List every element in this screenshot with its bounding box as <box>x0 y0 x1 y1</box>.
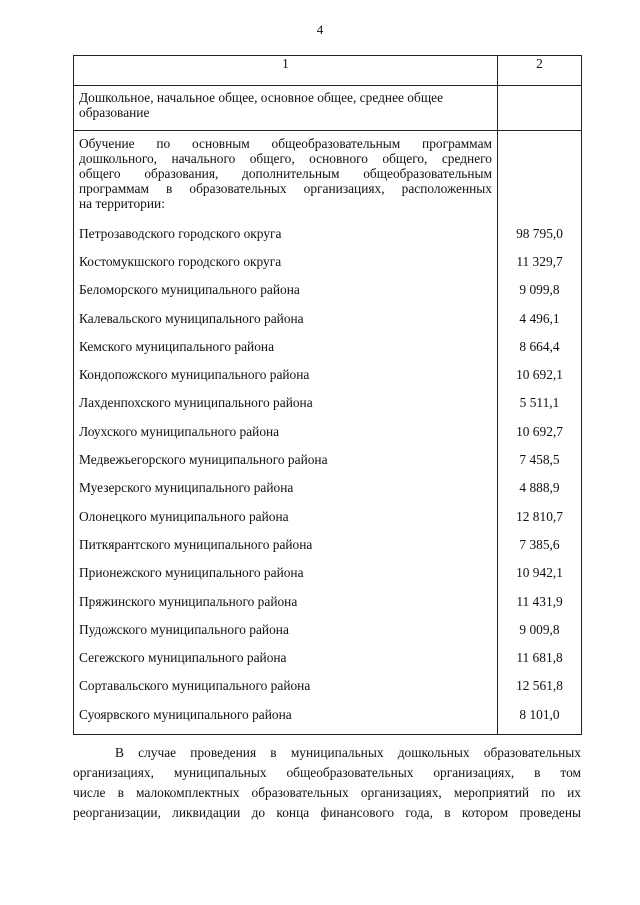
territory-name: Прионежского муниципального района <box>79 565 304 581</box>
allocation-table <box>73 55 582 735</box>
paragraph-line: организациях, муниципальных общеобразовательных организациях, в том <box>73 765 581 780</box>
territory-value: 5 511,1 <box>519 395 560 411</box>
column-header-1: 1 <box>74 56 498 86</box>
intro-line: на территории: <box>79 196 165 211</box>
territory-name: Калевальского муниципального района <box>79 310 304 326</box>
paragraph-line: В случае проведения в муниципальных дошкольных образовательных <box>115 745 581 760</box>
territory-name: Олонецкого муниципального района <box>79 508 289 524</box>
territory-value: 10 692,7 <box>516 423 563 439</box>
territory-name: Медвежьегорского муниципального района <box>79 452 328 468</box>
column-header-2: 2 <box>498 56 582 86</box>
territory-value: 98 795,0 <box>516 225 563 241</box>
territory-name: Муезерского муниципального района <box>79 480 294 496</box>
territory-name: Сегежского муниципального района <box>79 650 287 666</box>
territory-value: 10 942,1 <box>516 565 563 581</box>
territory-value: 12 810,7 <box>516 508 563 524</box>
territory-name: Костомукшского городского округа <box>79 253 282 269</box>
territory-name: Лоухского муниципального района <box>79 423 280 439</box>
territory-value: 9 099,8 <box>519 282 560 298</box>
territory-name: Пряжинского муниципального района <box>79 593 298 609</box>
territory-name-list <box>79 219 492 728</box>
intro-line: дошкольного, начального общего, основного общего, среднего <box>79 151 492 166</box>
territory-name: Беломорского муниципального района <box>79 282 300 298</box>
territory-value: 12 561,8 <box>516 678 563 694</box>
body-value-cell <box>498 131 582 735</box>
body-paragraph <box>73 743 581 823</box>
paragraph-line: числе в малокомплектных образовательных организациях, мероприятий по их <box>73 785 581 800</box>
territory-value: 11 681,8 <box>516 650 563 666</box>
territory-name: Пудожского муниципального района <box>79 621 289 637</box>
page-number: 4 <box>316 22 324 37</box>
territory-value: 11 431,9 <box>516 593 563 609</box>
territory-value: 8 101,0 <box>519 706 560 722</box>
territory-name: Кондопожского муниципального района <box>79 367 310 383</box>
body-description-cell <box>74 131 498 735</box>
territory-value: 9 009,8 <box>519 621 560 637</box>
intro-line: программам в образовательных организациях, расположенных <box>79 181 492 196</box>
intro-text <box>79 136 492 211</box>
territory-name: Лахденпохского муниципального района <box>79 395 313 411</box>
body-row <box>74 131 582 735</box>
territory-name: Суоярвского муниципального района <box>79 706 292 722</box>
territory-value: 7 458,5 <box>519 452 560 468</box>
section-value-empty <box>498 86 582 131</box>
paragraph-line: реорганизации, ликвидации до конца финансового года, в котором проведены <box>73 805 581 820</box>
intro-line: общего образования, дополнительным общеобразовательным <box>79 166 492 181</box>
territory-name: Кемского муниципального района <box>79 338 275 354</box>
intro-line: Обучение по основным общеобразовательным программам <box>79 136 492 151</box>
territory-name: Питкярантского муниципального района <box>79 536 313 552</box>
territory-name: Петрозаводского городского округа <box>79 225 282 241</box>
territory-value: 8 664,4 <box>519 338 560 354</box>
territory-value: 4 496,1 <box>519 310 560 326</box>
territory-value: 11 329,7 <box>516 253 563 269</box>
territory-value: 10 692,1 <box>516 367 563 383</box>
table-header-row <box>74 56 582 86</box>
section-row <box>74 86 582 131</box>
section-heading: Дошкольное, начальное общее, основное общее, среднее общее образование <box>74 86 498 131</box>
territory-value: 7 385,6 <box>519 536 560 552</box>
territory-value: 4 888,9 <box>519 480 560 496</box>
territory-name: Сортавальского муниципального района <box>79 678 311 694</box>
